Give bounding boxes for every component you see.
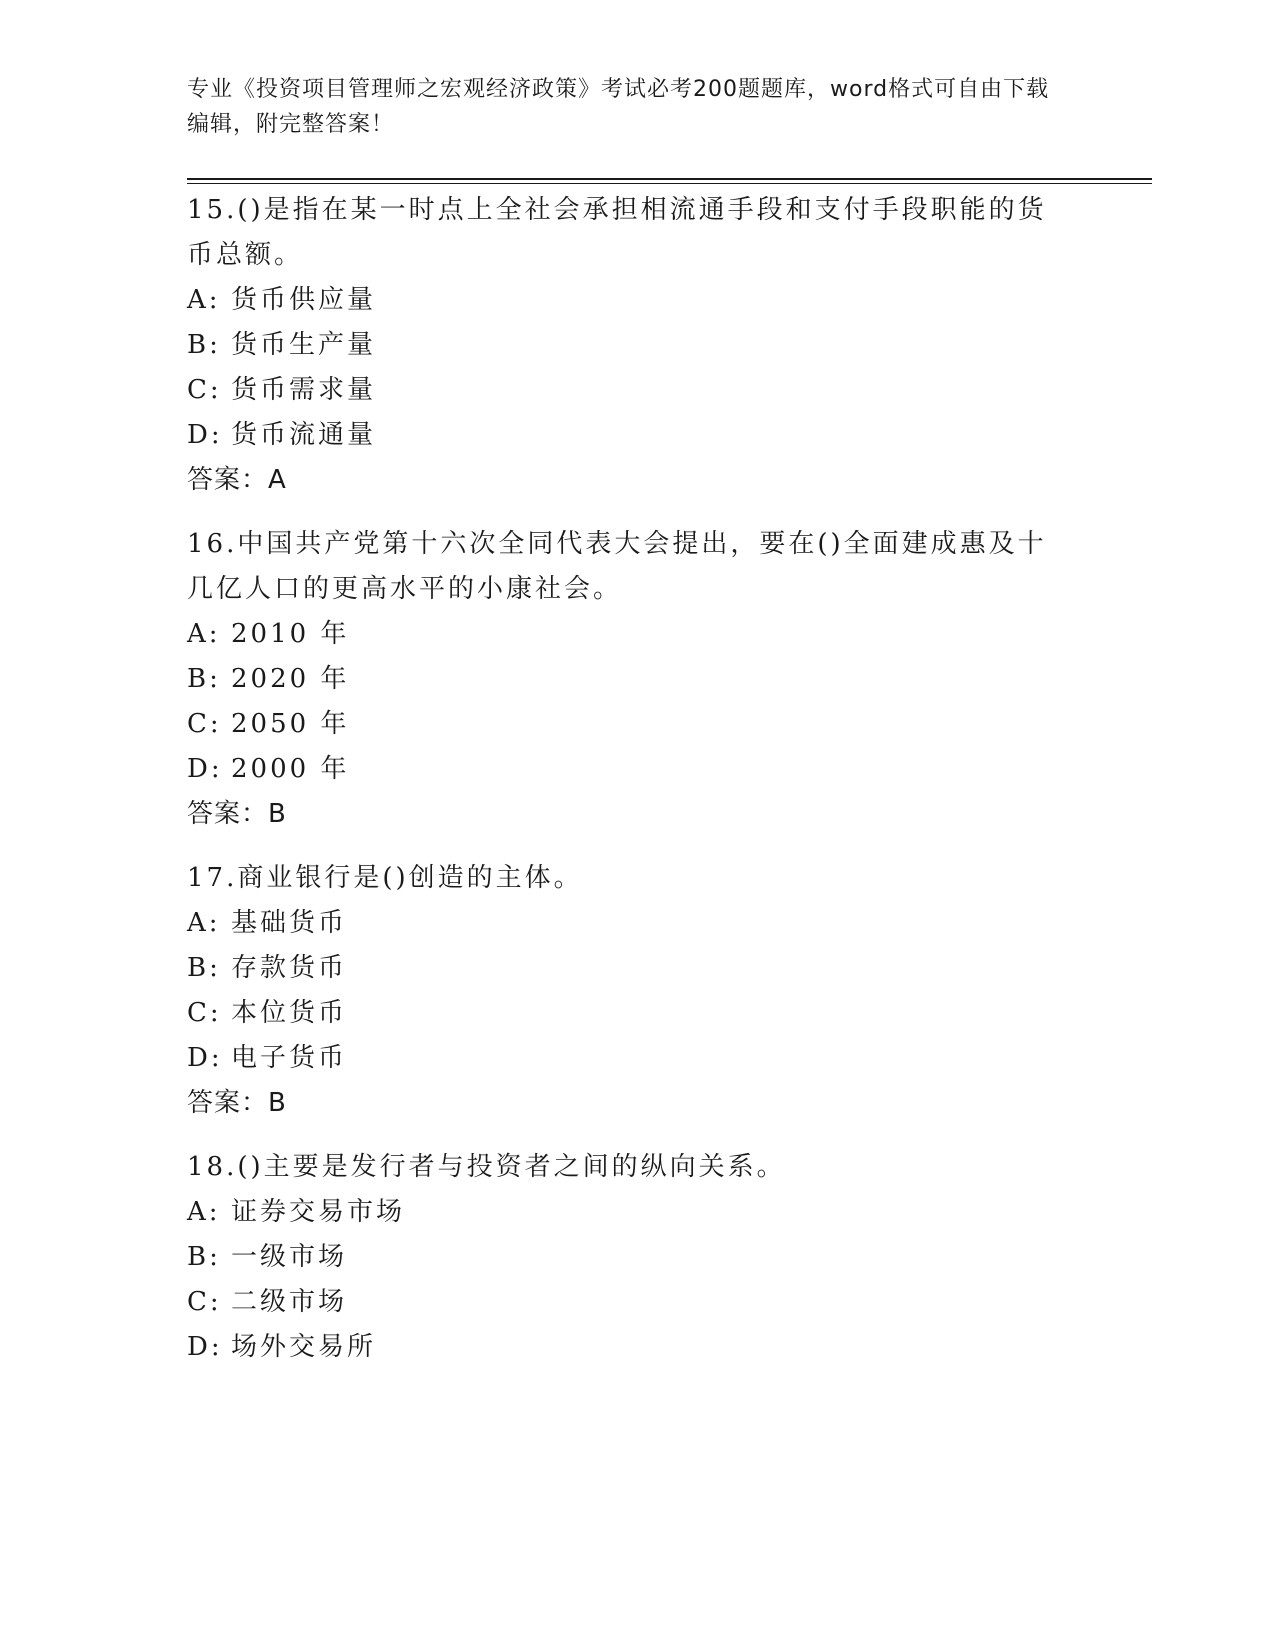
option-text: 2010 年 — [231, 619, 350, 649]
option-text: 基础货币 — [231, 908, 348, 938]
option-key: D: — [187, 754, 223, 784]
option-key: B: — [187, 664, 221, 694]
option-text: 2050 年 — [231, 709, 350, 739]
option-key: C: — [187, 998, 222, 1028]
option-text: 2020 年 — [231, 664, 350, 694]
question-stem: 15.()是指在某一时点上全社会承担相流通手段和支付手段职能的货币总额。 — [187, 195, 1047, 270]
option-c — [187, 1280, 1087, 1325]
option-c — [187, 991, 1087, 1036]
option-text: 货币生产量 — [231, 330, 377, 360]
option-key: B: — [187, 1242, 221, 1272]
option-a — [187, 612, 1087, 657]
option-key: A: — [187, 1197, 221, 1227]
option-key: A: — [187, 619, 221, 649]
option-text: 货币流通量 — [231, 420, 377, 450]
question-list — [187, 188, 1087, 1389]
option-a — [187, 1190, 1087, 1235]
question-answer: 答案：B — [187, 1088, 287, 1118]
option-text: 货币供应量 — [231, 285, 377, 315]
option-key: D: — [187, 1332, 223, 1362]
question-answer: 答案：A — [187, 465, 287, 495]
option-c — [187, 368, 1087, 413]
question-17 — [187, 856, 1087, 1126]
option-text: 证券交易市场 — [231, 1197, 406, 1227]
question-18 — [187, 1145, 1087, 1370]
option-key: C: — [187, 709, 222, 739]
option-key: C: — [187, 1287, 222, 1317]
option-c — [187, 702, 1087, 747]
question-stem: 18.()主要是发行者与投资者之间的纵向关系。 — [187, 1152, 786, 1182]
question-16 — [187, 522, 1087, 837]
option-key: D: — [187, 420, 223, 450]
question-stem: 17.商业银行是()创造的主体。 — [187, 863, 583, 893]
option-key: B: — [187, 330, 221, 360]
option-text: 场外交易所 — [231, 1332, 377, 1362]
option-d — [187, 1325, 1087, 1370]
option-text: 一级市场 — [231, 1242, 348, 1272]
option-key: A: — [187, 908, 221, 938]
option-d — [187, 413, 1087, 458]
option-d — [187, 747, 1087, 792]
option-d — [187, 1036, 1087, 1081]
option-b — [187, 657, 1087, 702]
option-text: 2000 年 — [231, 754, 350, 784]
question-stem: 16.中国共产党第十六次全同代表大会提出，要在()全面建成惠及十几亿人口的更高水平的小康社会。 — [187, 529, 1047, 604]
question-answer: 答案：B — [187, 799, 287, 829]
question-15 — [187, 188, 1087, 503]
option-text: 存款货币 — [231, 953, 348, 983]
option-a — [187, 901, 1087, 946]
option-b — [187, 1235, 1087, 1280]
option-text: 本位货币 — [231, 998, 348, 1028]
option-key: B: — [187, 953, 221, 983]
option-b — [187, 946, 1087, 991]
option-key: D: — [187, 1043, 223, 1073]
option-text: 货币需求量 — [231, 375, 377, 405]
option-key: C: — [187, 375, 222, 405]
document-header: 专业《投资项目管理师之宏观经济政策》考试必考200题题库，word格式可自由下载编辑，附完整答案！ — [187, 77, 1050, 137]
option-key: A: — [187, 285, 221, 315]
option-text: 二级市场 — [231, 1287, 348, 1317]
option-b — [187, 323, 1087, 368]
option-a — [187, 278, 1087, 323]
header-divider-thick — [187, 178, 1152, 180]
option-text: 电子货币 — [231, 1043, 348, 1073]
header-divider-thin — [187, 183, 1152, 184]
